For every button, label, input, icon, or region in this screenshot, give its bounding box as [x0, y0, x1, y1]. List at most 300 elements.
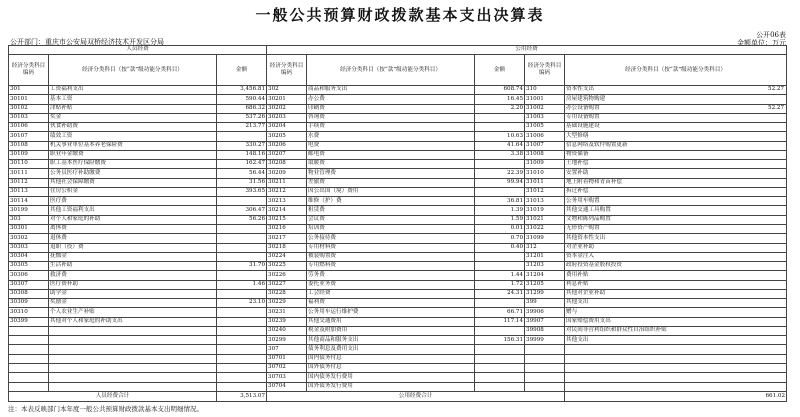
- public-code: 30211: [267, 178, 307, 187]
- table-row: [9, 382, 787, 392]
- personnel-amount: 306.47: [217, 206, 267, 215]
- header-name: 经济分类科目（按“款”级功能分类科目）: [565, 55, 787, 86]
- table-row: [9, 317, 787, 326]
- public-amount: 36.81: [475, 197, 525, 206]
- public-code: 30703: [267, 373, 307, 382]
- expenditure-table: [8, 45, 787, 402]
- public-item: 办公费: [307, 95, 475, 104]
- personnel-code: 30106: [9, 123, 49, 132]
- personnel-item: 其他社会保障缴费: [49, 178, 217, 187]
- public-item: 债务利息及费用支出: [307, 345, 475, 354]
- public-amount: [475, 123, 525, 132]
- personnel-item: 退职（役）费: [49, 243, 217, 252]
- reporting-unit: 公开部门：重庆市公安局双桥经济技术开发区分局: [10, 38, 164, 46]
- table-row: [9, 336, 787, 345]
- header-amount: 金额: [217, 55, 267, 86]
- capital-item-name: 专用设备购置: [566, 114, 600, 121]
- capital-code: 399: [525, 299, 565, 308]
- section-personnel: 人员经费: [9, 46, 267, 55]
- table-row: [9, 197, 787, 206]
- capital-code: 31203: [525, 262, 565, 271]
- personnel-amount: [217, 317, 267, 326]
- personnel-item: 救济费: [49, 271, 217, 280]
- public-item: 电费: [307, 141, 475, 150]
- personnel-item: 基本工资: [49, 95, 217, 104]
- personnel-code: [9, 382, 49, 392]
- capital-code: 31299: [525, 289, 565, 298]
- public-amount: 2.20: [475, 104, 525, 113]
- personnel-code: [9, 336, 49, 345]
- capital-code: 31010: [525, 169, 565, 178]
- public-item: 委托业务费: [307, 280, 475, 289]
- capital-code: 31205: [525, 280, 565, 289]
- personnel-item: 抚恤金: [49, 252, 217, 261]
- capital-code: 39999: [525, 336, 565, 345]
- personnel-code: 30302: [9, 234, 49, 243]
- table-row: [9, 104, 787, 113]
- public-code: 30226: [267, 271, 307, 280]
- capital-code: 31008: [525, 150, 565, 159]
- personnel-amount: [217, 308, 267, 317]
- capital-item: [565, 215, 787, 224]
- public-amount: [475, 299, 525, 308]
- public-item: 公务接待费: [307, 234, 475, 243]
- capital-code: 39908: [525, 326, 565, 335]
- section-public: 公用经费: [267, 46, 787, 55]
- public-amount: 22.39: [475, 169, 525, 178]
- capital-item: [565, 86, 787, 95]
- personnel-amount: [217, 382, 267, 392]
- personnel-code: 30101: [9, 95, 49, 104]
- public-item: 商品和服务支出: [307, 86, 475, 95]
- public-code: 30201: [267, 95, 307, 104]
- personnel-code: 30108: [9, 141, 49, 150]
- table-row: [9, 215, 787, 224]
- public-code: 30208: [267, 160, 307, 169]
- header-code: 经济分类科目编码: [267, 55, 307, 86]
- public-amount: [475, 187, 525, 196]
- personnel-code: 30301: [9, 224, 49, 233]
- public-code: 30225: [267, 262, 307, 271]
- public-amount: 156.31: [475, 336, 525, 345]
- amount-unit: 金额单位：万元: [737, 39, 786, 47]
- personnel-item: 医疗费: [49, 197, 217, 206]
- capital-item: [565, 336, 787, 345]
- personnel-code: 301: [9, 86, 49, 95]
- personnel-item: 绩效工资: [49, 132, 217, 141]
- public-code: 302: [267, 86, 307, 95]
- personnel-item: 奖金: [49, 113, 217, 122]
- public-code: 30701: [267, 354, 307, 363]
- capital-code: 31099: [525, 234, 565, 243]
- public-item: 其他商品和服务支出: [307, 336, 475, 345]
- capital-item-name: 其他支出: [566, 299, 589, 306]
- public-total-amount: 661.02: [565, 392, 787, 402]
- personnel-code: 30109: [9, 150, 49, 159]
- capital-item-name: 无形资产购置: [566, 225, 600, 232]
- table-row: [9, 234, 787, 243]
- header-amount: 金额: [475, 55, 525, 86]
- public-code: 30212: [267, 187, 307, 196]
- personnel-amount: 537.26: [217, 113, 267, 122]
- personnel-code: 30309: [9, 299, 49, 308]
- capital-item: [565, 280, 787, 289]
- personnel-amount: [217, 271, 267, 280]
- table-row: [9, 132, 787, 141]
- capital-item: [565, 289, 787, 298]
- capital-item: [565, 123, 787, 132]
- capital-code: 39907: [525, 317, 565, 326]
- personnel-amount: [217, 345, 267, 354]
- public-code: 30218: [267, 243, 307, 252]
- public-amount: 16.45: [475, 95, 525, 104]
- table-row: [9, 326, 787, 335]
- personnel-amount: 686.32: [217, 104, 267, 113]
- personnel-amount: 213.77: [217, 123, 267, 132]
- header-name: 经济分类科目（按“款”级功能分类科目）: [307, 55, 475, 86]
- capital-item: [565, 308, 787, 317]
- public-item: 会议费: [307, 215, 475, 224]
- capital-item-name: 大型修缮: [566, 132, 589, 139]
- public-item: 国外债务付息: [307, 363, 475, 372]
- public-item: 印刷费: [307, 104, 475, 113]
- personnel-amount: [217, 354, 267, 363]
- public-code: 30209: [267, 169, 307, 178]
- personnel-amount: 1.46: [217, 280, 267, 289]
- personnel-amount: 393.65: [217, 187, 267, 196]
- public-code: 30216: [267, 224, 307, 233]
- capital-item: [565, 178, 787, 187]
- table-row: [9, 224, 787, 233]
- table-row: [9, 280, 787, 289]
- public-amount: 608.74: [475, 86, 525, 95]
- public-amount: 1.39: [475, 206, 525, 215]
- personnel-total-label: 人员经费合计: [9, 392, 217, 402]
- capital-code: 31013: [525, 197, 565, 206]
- public-code: 307: [267, 345, 307, 354]
- public-amount: [475, 326, 525, 335]
- personnel-item: 助学金: [49, 289, 217, 298]
- personnel-item: 其他工资福利支出: [49, 206, 217, 215]
- personnel-item: [49, 336, 217, 345]
- capital-item: [565, 132, 787, 141]
- capital-item: [565, 326, 787, 335]
- capital-item: [565, 206, 787, 215]
- public-amount: 99.94: [475, 178, 525, 187]
- public-code: 30240: [267, 326, 307, 335]
- public-amount: 10.63: [475, 132, 525, 141]
- capital-item: [565, 197, 787, 206]
- table-body: [9, 86, 787, 392]
- public-item: 专用材料费: [307, 243, 475, 252]
- capital-item: [565, 363, 787, 372]
- personnel-code: 30399: [9, 317, 49, 326]
- capital-code: 31021: [525, 215, 565, 224]
- public-code: 30299: [267, 336, 307, 345]
- personnel-amount: [217, 336, 267, 345]
- public-item: 手续费: [307, 123, 475, 132]
- table-row: [9, 187, 787, 196]
- capital-item: [565, 373, 787, 382]
- capital-item-name: 国家赔偿费用支出: [566, 317, 611, 324]
- form-code: 公开06表: [756, 31, 786, 39]
- personnel-amount: 23.10: [217, 299, 267, 308]
- personnel-code: 30308: [9, 289, 49, 298]
- capital-code: 31007: [525, 141, 565, 150]
- capital-item: [565, 317, 787, 326]
- capital-item-amount: 52.27: [768, 104, 785, 111]
- footnote: 注：本表反映部门本年度一般公共预算财政拨款基本支出明细情况。: [8, 405, 203, 413]
- public-item: 国内债务发行费用: [307, 373, 475, 382]
- table-row: [9, 262, 787, 271]
- public-item: 差旅费: [307, 178, 475, 187]
- capital-code: 31002: [525, 104, 565, 113]
- capital-item-name: 文物和陈列品购置: [566, 216, 611, 223]
- capital-code: 31003: [525, 113, 565, 122]
- personnel-amount: [217, 289, 267, 298]
- public-total-label: 公用经费合计: [267, 392, 565, 402]
- public-item: 国内债务付息: [307, 354, 475, 363]
- personnel-code: 303: [9, 215, 49, 224]
- personnel-code: [9, 345, 49, 354]
- table-row: [9, 160, 787, 169]
- capital-code: 31022: [525, 224, 565, 233]
- table-row: [9, 345, 787, 354]
- public-code: 30206: [267, 141, 307, 150]
- personnel-item: [49, 373, 217, 382]
- capital-code: 31009: [525, 160, 565, 169]
- public-amount: [475, 345, 525, 354]
- personnel-code: 30305: [9, 262, 49, 271]
- personnel-code: 30310: [9, 308, 49, 317]
- public-code: 30204: [267, 123, 307, 132]
- public-code: 30202: [267, 104, 307, 113]
- public-amount: [475, 160, 525, 169]
- capital-item-name: 房屋建筑物购建: [566, 95, 606, 102]
- public-code: 30227: [267, 280, 307, 289]
- public-amount: 117.14: [475, 317, 525, 326]
- public-code: 30231: [267, 308, 307, 317]
- public-item: 取暖费: [307, 160, 475, 169]
- capital-item: [565, 141, 787, 150]
- public-amount: [475, 354, 525, 363]
- public-item: 咨询费: [307, 113, 475, 122]
- public-amount: [475, 262, 525, 271]
- capital-code: 31204: [525, 271, 565, 280]
- personnel-item: [49, 354, 217, 363]
- personnel-item: 生活补助: [49, 262, 217, 271]
- table-row: [9, 169, 787, 178]
- capital-item: [565, 187, 787, 196]
- capital-item-name: 对企业补助: [566, 243, 595, 250]
- public-code: 30203: [267, 113, 307, 122]
- public-item: 国外债务发行费用: [307, 382, 475, 392]
- table-row: [9, 243, 787, 252]
- capital-item: [565, 252, 787, 261]
- capital-code: 312: [525, 243, 565, 252]
- public-item: 税金及附加费用: [307, 326, 475, 335]
- personnel-code: 30306: [9, 271, 49, 280]
- personnel-code: 30102: [9, 104, 49, 113]
- capital-item-name: 费用补贴: [566, 271, 589, 278]
- personnel-amount: 31.56: [217, 178, 267, 187]
- personnel-item: 离休费: [49, 224, 217, 233]
- public-item: 水费: [307, 132, 475, 141]
- capital-item-name: 拆迁补偿: [566, 188, 589, 195]
- public-code: 30228: [267, 289, 307, 298]
- public-code: 30213: [267, 197, 307, 206]
- personnel-code: 30307: [9, 280, 49, 289]
- capital-item: [565, 113, 787, 122]
- capital-code: 39906: [525, 308, 565, 317]
- public-code: 30704: [267, 382, 307, 392]
- capital-item-name: 其他交通工具购置: [566, 206, 611, 213]
- public-item: 被装购置费: [307, 252, 475, 261]
- public-amount: 3.38: [475, 150, 525, 159]
- personnel-amount: [217, 243, 267, 252]
- capital-code: 31005: [525, 123, 565, 132]
- table-row: [9, 95, 787, 104]
- capital-item-name: 资本性支出: [566, 86, 595, 93]
- header-code: 经济分类科目编码: [525, 55, 565, 86]
- personnel-amount: [217, 132, 267, 141]
- capital-item: [565, 224, 787, 233]
- public-amount: 1.72: [475, 280, 525, 289]
- personnel-amount: [217, 252, 267, 261]
- personnel-item: 奖励金: [49, 299, 217, 308]
- capital-code: 310: [525, 86, 565, 95]
- public-item: 劳务费: [307, 271, 475, 280]
- personnel-item: 其他对个人和家庭的补助支出: [49, 317, 217, 326]
- personnel-code: [9, 354, 49, 363]
- personnel-item: 伙食补助费: [49, 123, 217, 132]
- capital-code: 31011: [525, 178, 565, 187]
- public-amount: [475, 373, 525, 382]
- personnel-amount: 162.47: [217, 160, 267, 169]
- capital-code: [525, 354, 565, 363]
- personnel-amount: 56.44: [217, 169, 267, 178]
- table-row: [9, 206, 787, 215]
- capital-item-name: 其他对企业补助: [566, 290, 606, 297]
- personnel-amount: 31.70: [217, 262, 267, 271]
- personnel-item: 个人农业生产补贴: [49, 308, 217, 317]
- personnel-code: 30304: [9, 252, 49, 261]
- header-name: 经济分类科目（按“款”级功能分类科目）: [49, 55, 217, 86]
- personnel-item: [49, 382, 217, 392]
- public-item: 工会经费: [307, 289, 475, 298]
- capital-item: [565, 354, 787, 363]
- public-item: 培训费: [307, 224, 475, 233]
- capital-item-name: 其他资本性支出: [566, 234, 606, 241]
- public-item: 物业管理费: [307, 169, 475, 178]
- personnel-amount: [217, 326, 267, 335]
- table-row: [9, 123, 787, 132]
- public-amount: [475, 113, 525, 122]
- personnel-item: 退休费: [49, 234, 217, 243]
- public-amount: [475, 363, 525, 372]
- capital-code: 31006: [525, 132, 565, 141]
- public-amount: 66.71: [475, 308, 525, 317]
- public-item: 公务用车运行维护费: [307, 308, 475, 317]
- public-item: 维修（护）费: [307, 197, 475, 206]
- capital-code: [525, 345, 565, 354]
- capital-item: [565, 382, 787, 392]
- personnel-amount: [217, 197, 267, 206]
- capital-code: [525, 373, 565, 382]
- public-amount: 41.64: [475, 141, 525, 150]
- table-row: [9, 252, 787, 261]
- capital-item: [565, 95, 787, 104]
- public-amount: 24.31: [475, 289, 525, 298]
- table-row: [9, 271, 787, 280]
- public-amount: 1.44: [475, 271, 525, 280]
- personnel-code: 30112: [9, 178, 49, 187]
- capital-item: [565, 160, 787, 169]
- capital-item: [565, 345, 787, 354]
- header-code: 经济分类科目编码: [9, 55, 49, 86]
- personnel-item: 住房公积金: [49, 187, 217, 196]
- public-code: 30217: [267, 234, 307, 243]
- capital-item-name: 利息补贴: [566, 280, 589, 287]
- public-code: 30215: [267, 215, 307, 224]
- personnel-amount: 3,456.81: [217, 86, 267, 95]
- table-row: [9, 308, 787, 317]
- capital-item: [565, 169, 787, 178]
- capital-item-amount: 52.27: [768, 86, 785, 93]
- personnel-amount: [217, 224, 267, 233]
- capital-item: [565, 243, 787, 252]
- personnel-code: 30303: [9, 243, 49, 252]
- capital-item-name: 基础设施建设: [566, 123, 600, 130]
- personnel-code: 30114: [9, 197, 49, 206]
- public-amount: 0.01: [475, 224, 525, 233]
- table-row: [9, 150, 787, 159]
- capital-item-name: 安置补助: [566, 169, 589, 176]
- personnel-item: 机关事业单位基本养老保险费: [49, 141, 217, 150]
- capital-item: [565, 234, 787, 243]
- personnel-item: 医疗费补助: [49, 280, 217, 289]
- capital-item: [565, 150, 787, 159]
- personnel-item: [49, 326, 217, 335]
- capital-item-name: 办公设备购置: [566, 104, 600, 111]
- personnel-item: [49, 345, 217, 354]
- table-row: [9, 363, 787, 372]
- personnel-item: 职业年金缴费: [49, 150, 217, 159]
- table-row: [9, 373, 787, 382]
- public-amount: [475, 252, 525, 261]
- capital-item-name: 对民间非营利组织和群众性自治组织补贴: [566, 327, 667, 334]
- public-amount: 0.70: [475, 234, 525, 243]
- public-code: 30214: [267, 206, 307, 215]
- personnel-code: 30199: [9, 206, 49, 215]
- capital-item-name: 物资储备: [566, 151, 589, 158]
- capital-item-name: 资本金注入: [566, 253, 595, 260]
- public-item: 邮电费: [307, 150, 475, 159]
- page-title: 一般公共预算财政拨款基本支出决算表: [255, 6, 545, 24]
- capital-item-name: 地上附着物和青苗补偿: [566, 178, 622, 185]
- public-item: 租赁费: [307, 206, 475, 215]
- table-row: [9, 141, 787, 150]
- capital-item: [565, 262, 787, 271]
- personnel-item: 工资福利支出: [49, 86, 217, 95]
- public-item: 其他交通费用: [307, 317, 475, 326]
- capital-item-name: 政府投资基金股权投资: [566, 262, 622, 269]
- table-row: [9, 86, 787, 95]
- personnel-code: 30107: [9, 132, 49, 141]
- capital-code: 31201: [525, 252, 565, 261]
- public-code: 30229: [267, 299, 307, 308]
- public-item: 因公出国（境）费用: [307, 187, 475, 196]
